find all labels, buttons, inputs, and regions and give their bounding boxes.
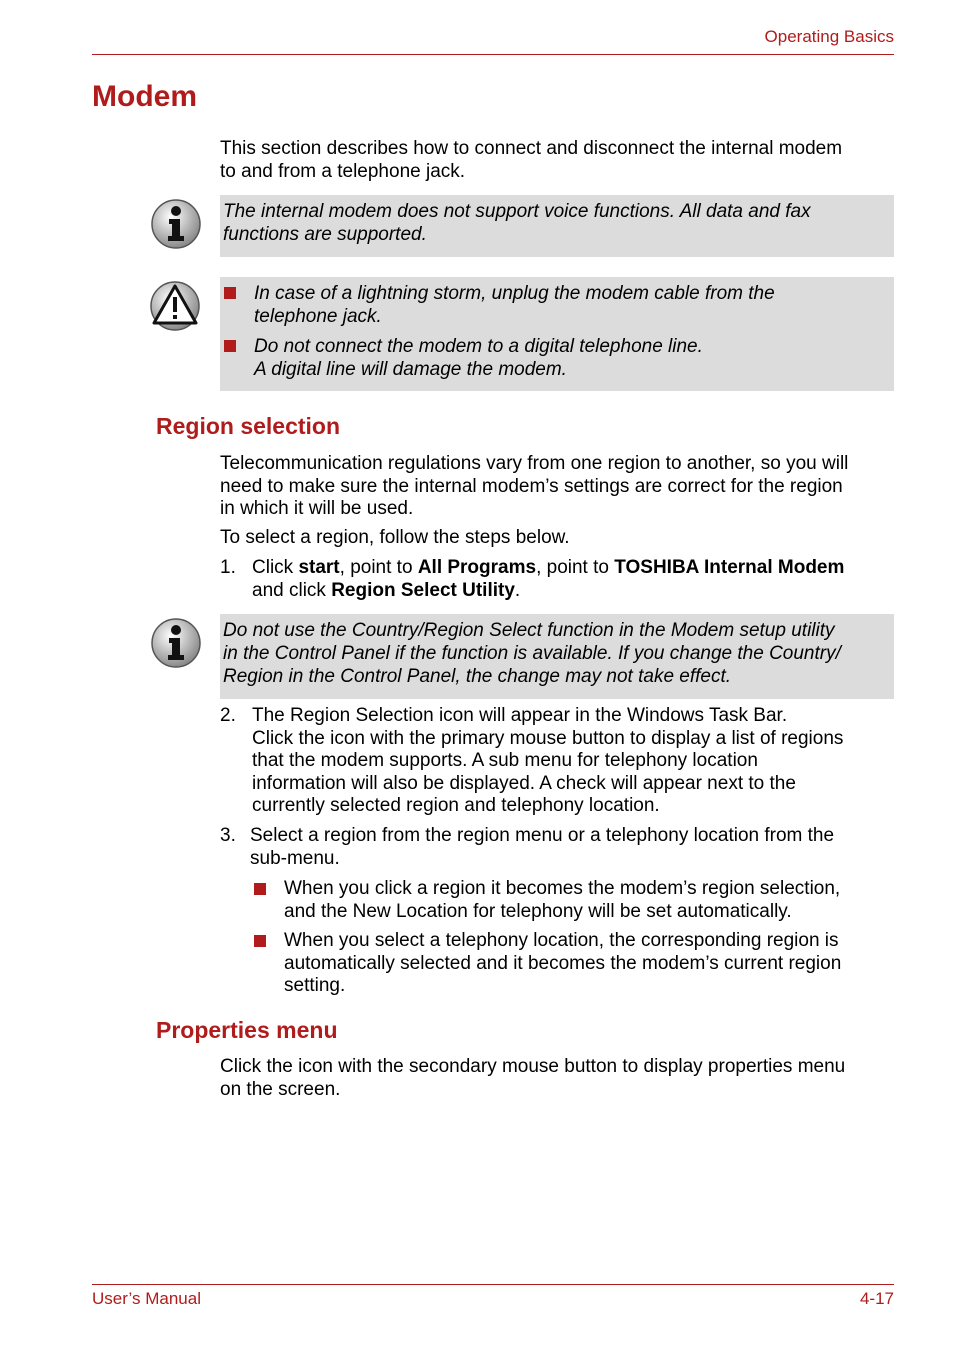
bullet-square	[254, 883, 266, 895]
intro-paragraph: This section describes how to connect and disconnect the internal modem to and from a telephone jack.	[220, 138, 843, 182]
info-note: Do not use the Country/Region Select function in the Modem setup utility in the Control Panel if the function is available. If you change the Country/ Region in the Control Panel, the change may not take effect.	[220, 614, 894, 699]
section-heading-region: Region selection	[156, 413, 341, 439]
list-item: When you click a region it becomes the modem’s region selection, and the New Location for telephony will be set automatically.	[284, 878, 841, 922]
step-3: Select a region from the region menu or a telephony location from the sub-menu.	[250, 825, 835, 869]
step-2: The Region Selection icon will appear in the Windows Task Bar. Click the icon with the primary mouse button to display a list of regions that the modem supports. A sub menu for telephony location information will also be displayed. A check will appear next to the currently selected region and telephony location.	[252, 705, 844, 816]
properties-paragraph: Click the icon with the secondary mouse button to display properties menu on the screen.	[220, 1056, 846, 1100]
page-number: 4-17	[859, 1289, 894, 1308]
footer-manual: User’s Manual	[92, 1289, 201, 1308]
info-note: The internal modem does not support voice functions. All data and fax functions are supported.	[220, 195, 894, 257]
region-instruction: To select a region, follow the steps below.	[220, 527, 570, 548]
step-number: 3.	[220, 825, 236, 846]
info-icon	[150, 617, 202, 669]
step-number: 1.	[220, 557, 236, 578]
caution-item: In case of a lightning storm, unplug the modem cable from the telephone jack.	[254, 283, 775, 327]
step-number: 2.	[220, 705, 236, 726]
bullet-square	[224, 287, 236, 299]
running-header: Operating Basics	[764, 27, 894, 46]
step-1: Click start, point to All Programs, point to TOSHIBA Internal Modem and click Region Select Utility.	[252, 557, 845, 601]
footer-rule	[92, 1284, 894, 1285]
page-title: Modem	[92, 80, 197, 113]
list-item: When you select a telephony location, the corresponding region is automatically selected and it becomes the modem’s current region setting.	[284, 930, 842, 996]
warning-icon	[149, 280, 201, 332]
bullet-square	[224, 340, 236, 352]
bullet-square	[254, 935, 266, 947]
caution-item: Do not connect the modem to a digital telephone line. A digital line will damage the modem.	[254, 336, 703, 380]
caution-note	[220, 277, 894, 391]
section-heading-properties: Properties menu	[156, 1017, 338, 1043]
header-rule	[92, 54, 894, 55]
region-paragraph: Telecommunication regulations vary from one region to another, so you will need to make sure the internal modem’s settings are correct for the region in which it will be used.	[220, 453, 849, 519]
info-icon	[150, 198, 202, 250]
